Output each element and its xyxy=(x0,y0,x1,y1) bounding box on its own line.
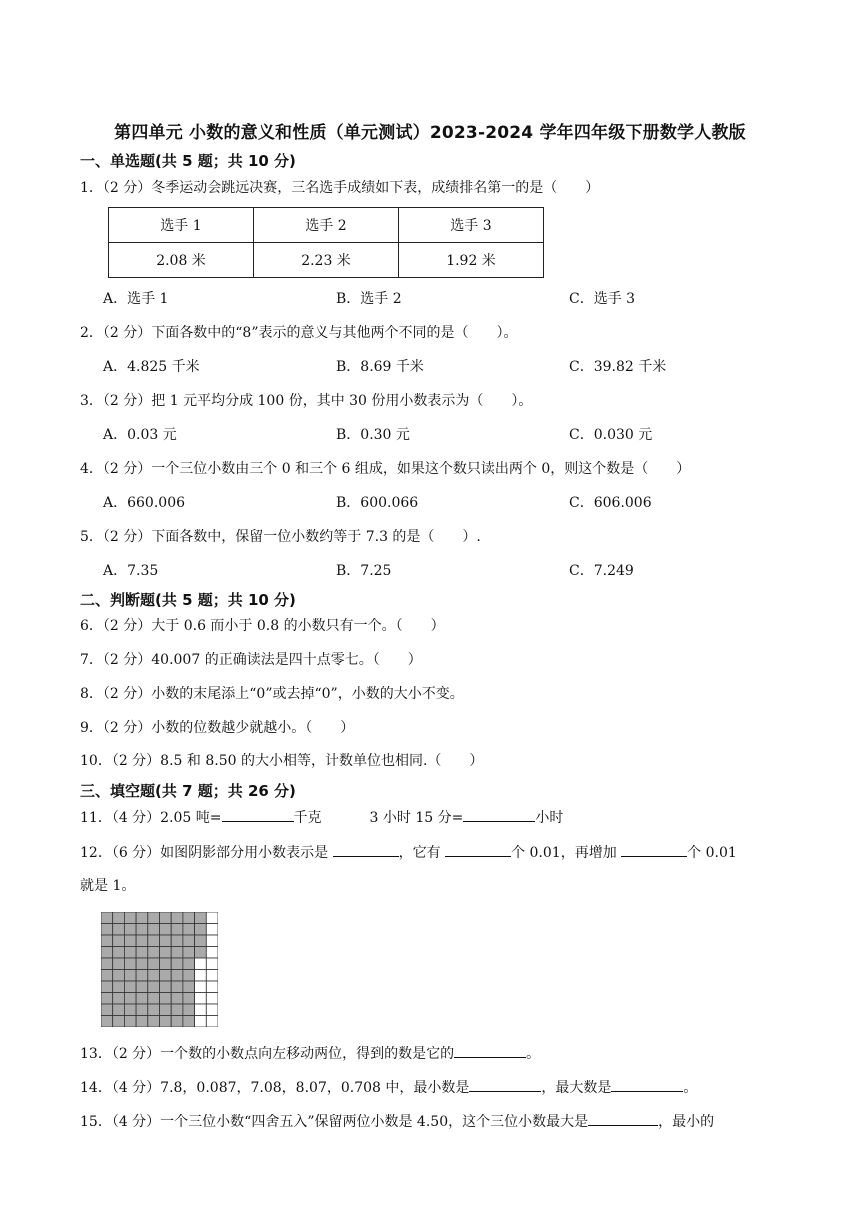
section-heading-fill-in: 三、填空题(共 7 题；共 26 分) xyxy=(80,782,296,800)
question-12 xyxy=(80,842,737,863)
grid-cell-shaded xyxy=(136,947,148,959)
grid-cell-shaded xyxy=(113,912,125,924)
grid-cell-shaded xyxy=(101,947,113,959)
grid-cell-shaded xyxy=(148,912,160,924)
question-11 xyxy=(80,807,563,828)
grid-cell-shaded xyxy=(136,970,148,982)
grid-cell-shaded xyxy=(101,924,113,936)
question-4: 4．（2 分）一个三位小数由三个 0 和三个 6 组成，如果这个数只读出两个 0，则这个数是（ ） xyxy=(80,461,691,477)
option-b[interactable]: B．0.30 元 xyxy=(336,427,410,443)
grid-cell-shaded xyxy=(124,935,136,947)
section-heading-single-choice: 一、单选题(共 5 题；共 10 分) xyxy=(80,152,296,170)
grid-cell-shaded xyxy=(171,1016,183,1028)
unit-label: 小时 xyxy=(535,810,564,826)
grid-cell-shaded xyxy=(183,1016,195,1028)
question-text: 15．（4 分）一个三位小数“四舍五入”保留两位小数是 4.50，这个三位小数最大是 xyxy=(80,1114,589,1130)
grid-cell-empty xyxy=(195,970,207,982)
grid-cell-shaded xyxy=(124,970,136,982)
grid-cell-shaded xyxy=(148,1004,160,1016)
question-10: 10．（2 分）8.5 和 8.50 的大小相等，计数单位也相同.（ ） xyxy=(80,753,484,769)
grid-cell-shaded xyxy=(124,981,136,993)
grid-cell-shaded xyxy=(183,935,195,947)
grid-cell-shaded xyxy=(160,958,172,970)
grid-cell-empty xyxy=(195,958,207,970)
grid-cell-shaded xyxy=(160,970,172,982)
grid-cell-shaded xyxy=(195,912,207,924)
grid-cell-shaded xyxy=(124,1004,136,1016)
option-a[interactable]: A．4.825 千米 xyxy=(103,359,200,375)
table-row xyxy=(109,243,544,278)
grid-cell-empty xyxy=(206,970,218,982)
grid-cell-shaded xyxy=(148,958,160,970)
grid-cell-shaded xyxy=(160,935,172,947)
option-b[interactable]: B．7.25 xyxy=(336,563,392,579)
grid-cell-empty xyxy=(206,947,218,959)
table-cell: 选手 2 xyxy=(254,208,399,243)
question-text: 3 小时 15 分= xyxy=(369,810,464,826)
question-text: 12．（6 分）如图阴影部分用小数表示是 xyxy=(80,845,333,861)
grid-cell-shaded xyxy=(136,912,148,924)
grid-cell-shaded xyxy=(160,1004,172,1016)
grid-cell-shaded xyxy=(160,1016,172,1028)
question-5: 5．（2 分）下面各数中，保留一位小数约等于 7.3 的是（ ）. xyxy=(80,529,481,545)
grid-cell-shaded xyxy=(101,1004,113,1016)
grid-cell-shaded xyxy=(136,981,148,993)
question-15 xyxy=(80,1111,714,1132)
grid-cell-shaded xyxy=(160,924,172,936)
grid-cell-shaded xyxy=(171,958,183,970)
grid-cell-shaded xyxy=(171,981,183,993)
grid-cell-shaded xyxy=(124,947,136,959)
grid-cell-shaded xyxy=(171,970,183,982)
unit-label: 千克 xyxy=(293,810,322,826)
option-c[interactable]: C．7.249 xyxy=(569,563,634,579)
grid-cell-shaded xyxy=(113,981,125,993)
answer-blank[interactable] xyxy=(222,807,294,822)
question-2: 2．（2 分）下面各数中的“8”表示的意义与其他两个不同的是（ ）。 xyxy=(80,325,518,341)
grid-cell-shaded xyxy=(148,947,160,959)
grid-cell-shaded xyxy=(101,912,113,924)
grid-cell-shaded xyxy=(148,970,160,982)
grid-cell-shaded xyxy=(101,1016,113,1028)
grid-cell-shaded xyxy=(113,924,125,936)
grid-cell-shaded xyxy=(171,924,183,936)
question-12-continued: 就是 1。 xyxy=(80,878,136,894)
question-text: ，最大数是 xyxy=(541,1080,612,1096)
question-9: 9．（2 分）小数的位数越少就越小。（ ） xyxy=(80,720,355,736)
grid-cell-shaded xyxy=(113,958,125,970)
grid-cell-empty xyxy=(206,912,218,924)
answer-blank[interactable] xyxy=(454,1043,526,1058)
grid-cell-shaded xyxy=(136,935,148,947)
grid-cell-empty xyxy=(195,1016,207,1028)
grid-cell-shaded xyxy=(183,924,195,936)
grid-cell-empty xyxy=(206,1004,218,1016)
grid-cell-shaded xyxy=(101,958,113,970)
grid-cell-shaded xyxy=(124,958,136,970)
grid-cell-shaded xyxy=(113,993,125,1005)
grid-cell-shaded xyxy=(148,981,160,993)
option-b[interactable]: B．8.69 千米 xyxy=(336,359,424,375)
grid-cell-shaded xyxy=(160,993,172,1005)
grid-cell-shaded xyxy=(183,993,195,1005)
grid-cell-shaded xyxy=(195,947,207,959)
grid-cell-shaded xyxy=(113,1016,125,1028)
question-text: 13．（2 分）一个数的小数点向左移动两位，得到的数是它的 xyxy=(80,1046,455,1062)
grid-cell-shaded xyxy=(101,981,113,993)
grid-cell-empty xyxy=(206,981,218,993)
table-cell: 选手 3 xyxy=(399,208,544,243)
question-text: 14．（4 分）7.8，0.087，7.08，8.07，0.708 中，最小数是 xyxy=(80,1080,470,1096)
question-13 xyxy=(80,1043,540,1064)
question-14 xyxy=(80,1077,697,1098)
question-8: 8．（2 分）小数的末尾添上“0”或去掉“0”，小数的大小不变。 xyxy=(80,686,464,702)
question-7: 7．（2 分）40.007 的正确读法是四十点零七。（ ） xyxy=(80,652,422,668)
grid-cell-shaded xyxy=(183,947,195,959)
hundred-grid-figure xyxy=(101,912,218,1027)
question-1: 1．（2 分）冬季运动会跳远决赛，三名选手成绩如下表，成绩排名第一的是（ ） xyxy=(80,180,600,196)
grid-cell-shaded xyxy=(124,924,136,936)
grid-cell-empty xyxy=(195,981,207,993)
question-text: 。 xyxy=(526,1046,541,1062)
table-cell: 选手 1 xyxy=(109,208,254,243)
table-cell: 2.08 米 xyxy=(109,243,254,278)
grid-cell-shaded xyxy=(136,1016,148,1028)
answer-blank[interactable] xyxy=(445,842,511,857)
grid-cell-shaded xyxy=(183,1004,195,1016)
grid-cell-shaded xyxy=(183,912,195,924)
table-header-row xyxy=(109,208,544,243)
grid-cell-shaded xyxy=(136,993,148,1005)
grid-cell-shaded xyxy=(171,947,183,959)
option-c[interactable]: C．选手 3 xyxy=(569,291,636,307)
grid-cell-shaded xyxy=(124,912,136,924)
question-text: ，它有 xyxy=(398,845,446,861)
question-text: 。 xyxy=(683,1080,698,1096)
grid-cell-shaded xyxy=(136,958,148,970)
question-text: 个 0.01 xyxy=(687,845,737,861)
grid-cell-shaded xyxy=(171,1004,183,1016)
grid-cell-shaded xyxy=(148,993,160,1005)
grid-cell-empty xyxy=(206,1016,218,1028)
page-title: 第四单元 小数的意义和性质（单元测试）2023-2024 学年四年级下册数学人教版 xyxy=(114,123,746,143)
answer-blank[interactable] xyxy=(621,842,687,857)
grid-cell-shaded xyxy=(113,947,125,959)
grid-cell-empty xyxy=(195,993,207,1005)
option-c[interactable]: C．39.82 千米 xyxy=(569,359,667,375)
answer-blank[interactable] xyxy=(588,1111,658,1126)
grid-cell-shaded xyxy=(148,924,160,936)
grid-cell-empty xyxy=(195,1004,207,1016)
grid-cell-shaded xyxy=(195,935,207,947)
grid-cell-shaded xyxy=(160,912,172,924)
question-text: 个 0.01，再增加 xyxy=(511,845,622,861)
grid-cell-shaded xyxy=(101,935,113,947)
option-a[interactable]: A．选手 1 xyxy=(103,291,169,307)
grid-cell-shaded xyxy=(101,970,113,982)
grid-cell-shaded xyxy=(171,935,183,947)
grid-cell-shaded xyxy=(113,970,125,982)
grid-cell-shaded xyxy=(195,924,207,936)
option-a[interactable]: A．7.35 xyxy=(103,563,159,579)
grid-cell-shaded xyxy=(171,912,183,924)
grid-cell-shaded xyxy=(101,993,113,1005)
option-a[interactable]: A．0.03 元 xyxy=(103,427,177,443)
section-heading-true-false: 二、判断题(共 5 题；共 10 分) xyxy=(80,591,296,609)
question-text: 11．（4 分）2.05 吨= xyxy=(80,810,222,826)
grid-cell-shaded xyxy=(124,993,136,1005)
grid-cell-shaded xyxy=(183,981,195,993)
question-3: 3．（2 分）把 1 元平均分成 100 份，其中 30 份用小数表示为（ ）。 xyxy=(80,393,533,409)
grid-cell-shaded xyxy=(148,1016,160,1028)
option-c[interactable]: C．606.006 xyxy=(569,495,652,511)
table-cell: 2.23 米 xyxy=(254,243,399,278)
grid-cell-empty xyxy=(206,993,218,1005)
question-6: 6．（2 分）大于 0.6 而小于 0.8 的小数只有一个。（ ） xyxy=(80,618,445,634)
grid-cell-shaded xyxy=(183,958,195,970)
question-text: ，最小的 xyxy=(658,1114,715,1130)
grid-cell-shaded xyxy=(136,924,148,936)
grid-cell-shaded xyxy=(113,1004,125,1016)
grid-cell-shaded xyxy=(160,947,172,959)
grid-cell-empty xyxy=(206,958,218,970)
option-c[interactable]: C．0.030 元 xyxy=(569,427,653,443)
grid-cell-shaded xyxy=(160,981,172,993)
grid-cell-shaded xyxy=(136,1004,148,1016)
table-cell: 1.92 米 xyxy=(399,243,544,278)
grid-cell-shaded xyxy=(171,993,183,1005)
answer-blank[interactable] xyxy=(463,807,535,822)
answer-blank[interactable] xyxy=(469,1077,541,1092)
option-a[interactable]: A．660.006 xyxy=(103,495,186,511)
score-table xyxy=(108,207,544,278)
option-b[interactable]: B．选手 2 xyxy=(336,291,402,307)
grid-cell-shaded xyxy=(148,935,160,947)
answer-blank[interactable] xyxy=(611,1077,683,1092)
answer-blank[interactable] xyxy=(333,842,399,857)
grid-cell-shaded xyxy=(113,935,125,947)
option-b[interactable]: B．600.066 xyxy=(336,495,419,511)
grid-cell-empty xyxy=(206,935,218,947)
grid-cell-empty xyxy=(206,924,218,936)
grid-cell-shaded xyxy=(124,1016,136,1028)
grid-cell-shaded xyxy=(183,970,195,982)
